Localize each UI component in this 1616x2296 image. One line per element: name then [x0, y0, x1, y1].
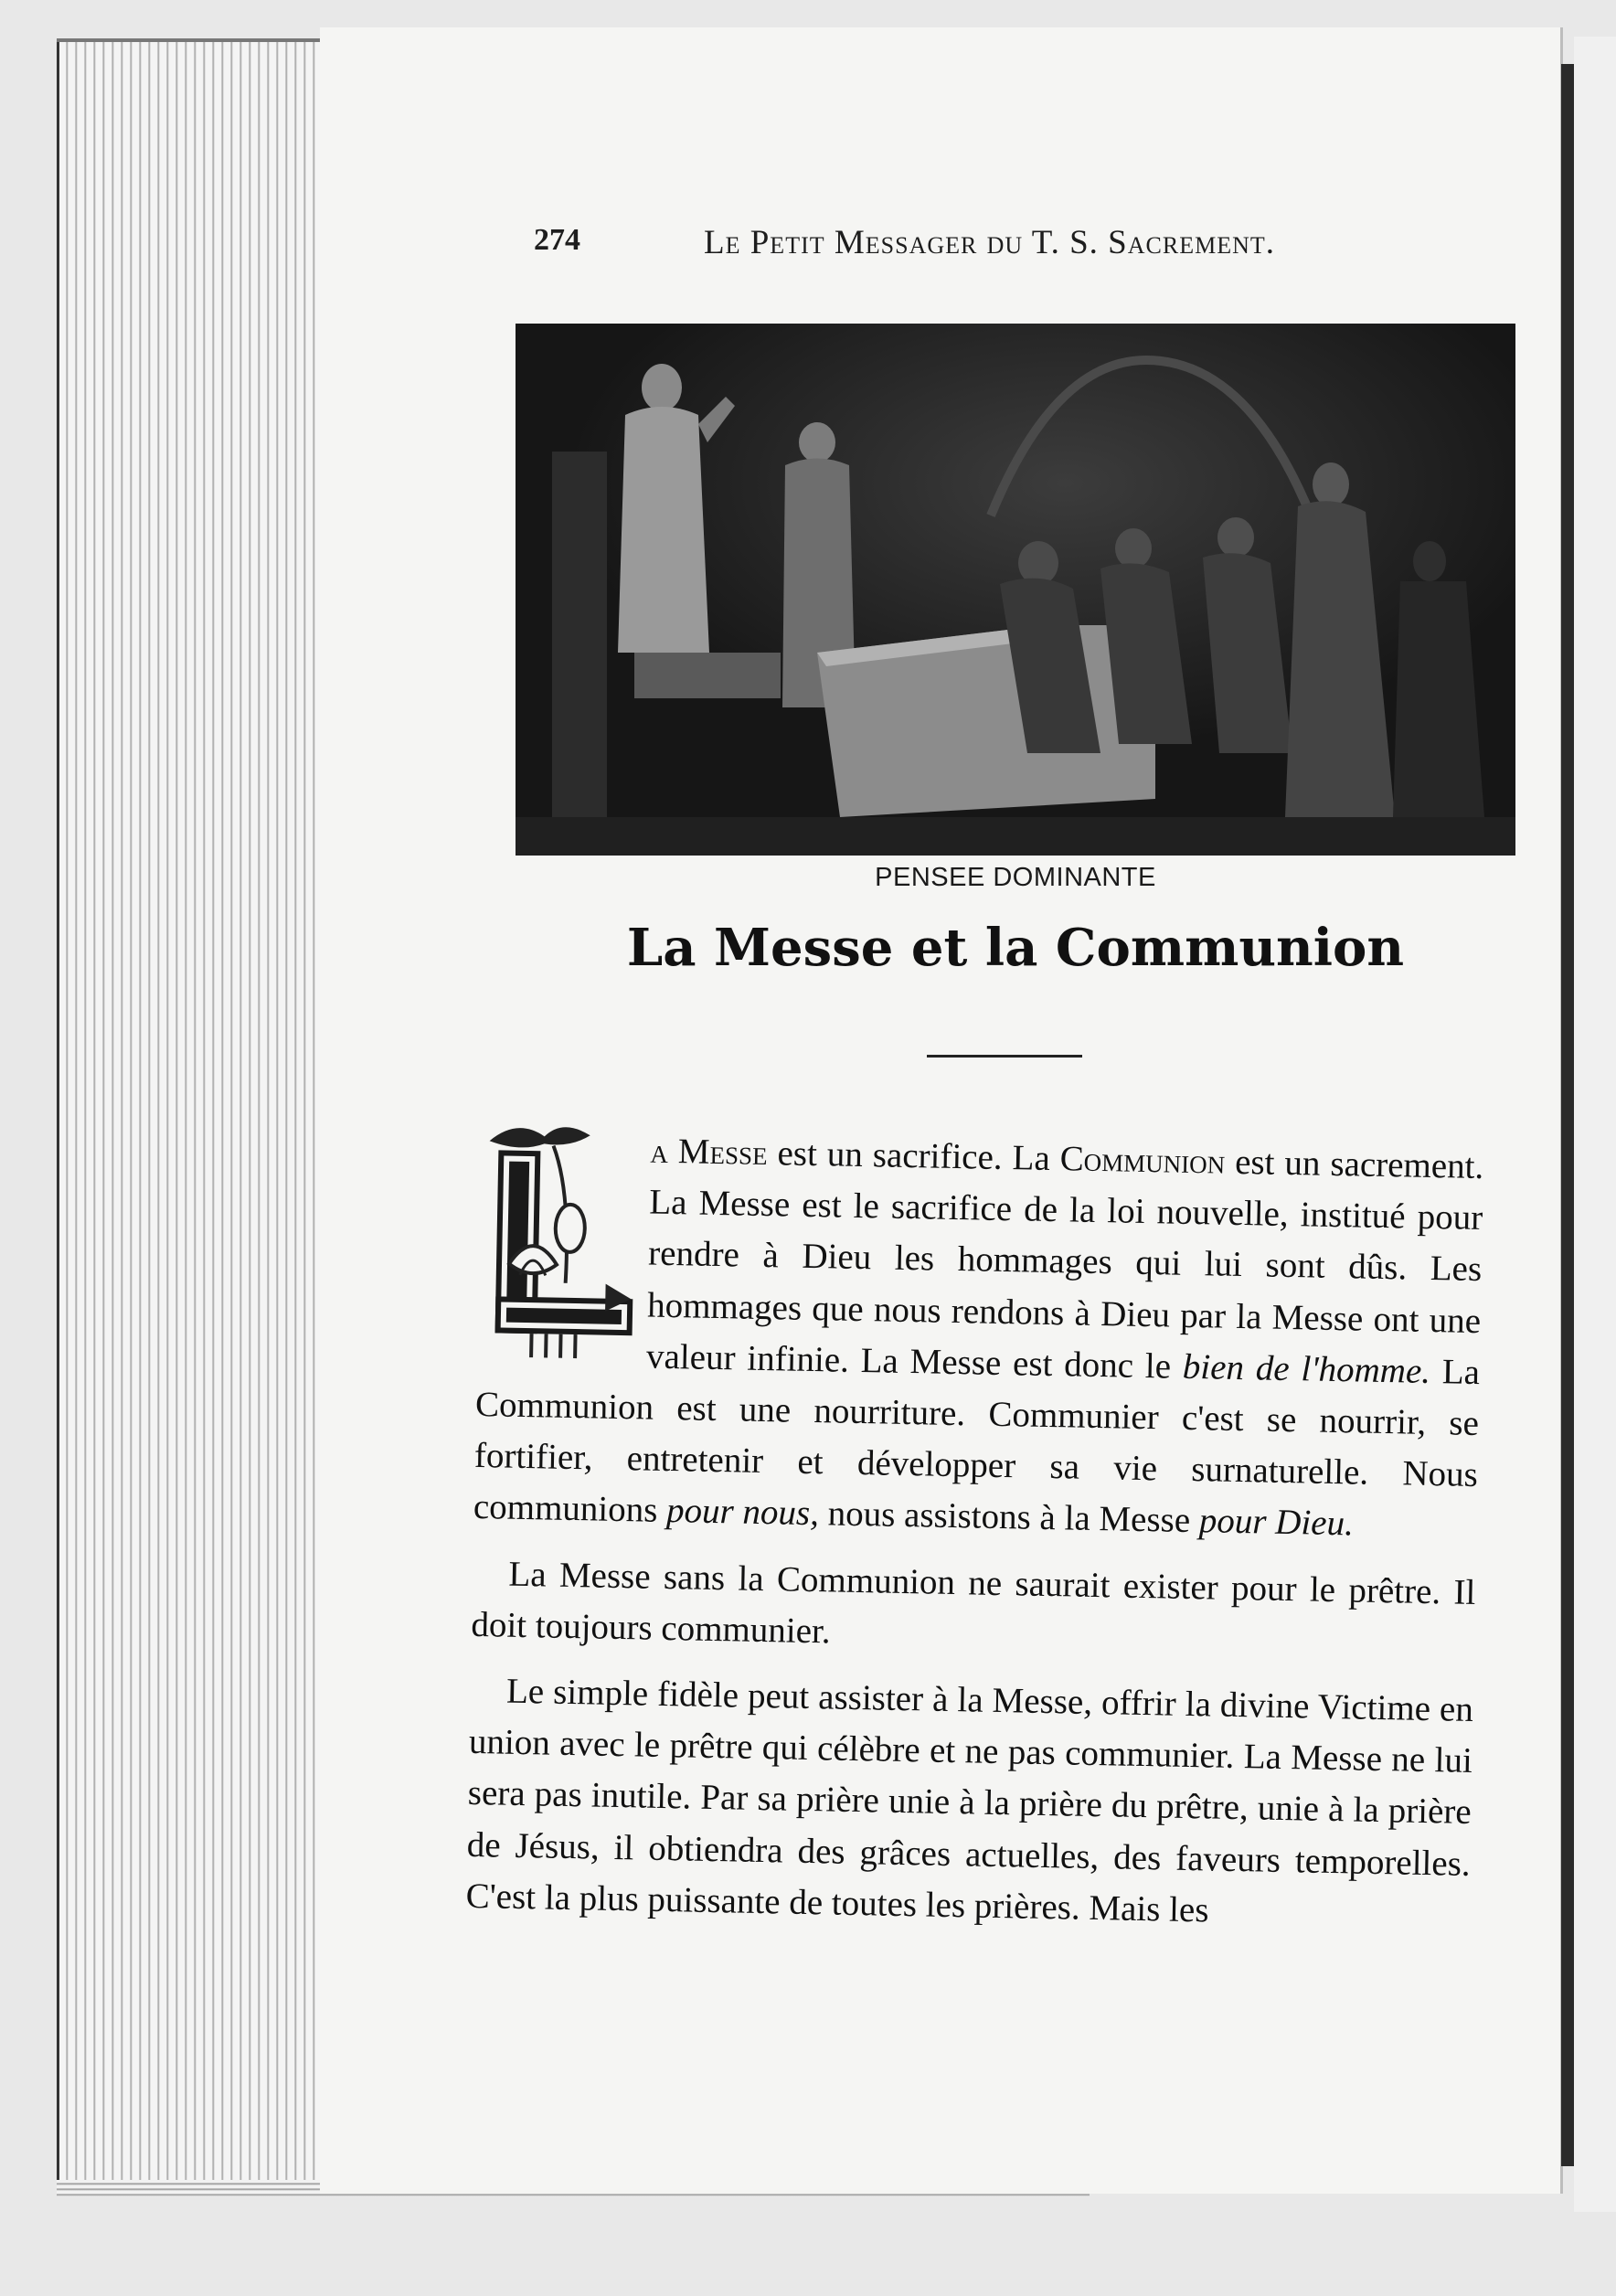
paragraph-2: La Messe sans la Communion ne saurait exister pour le prêtre. Il doit toujours communier. [471, 1554, 1476, 1652]
running-head [534, 223, 1393, 269]
article-body [465, 1122, 1484, 1956]
section-label: PENSEE DOMINANTE [875, 863, 1156, 892]
paragraph-1: a Messe est un sacrifice. La Communion est un sacrement. La Messe est le sacrifice de la loi nouvelle, institué pour rendre à Dieu les hommages qui lui sont dûs. Les hommages que nous rendons à Dieu par la Messe ont une valeur infinie. La Messe est donc le bien de l'homme. La Communion est une nourriture. Communier c'est se nourrir, se fortifier, entretenir et développer sa vie surnaturelle. Nous communions pour nous, nous assistons à la Messe pour Dieu. [473, 1122, 1483, 1553]
paragraph-1-lead: a Messe [650, 1131, 769, 1174]
altar-communion-engraving [516, 324, 1515, 856]
ornamental-initial [476, 1117, 638, 1365]
chapter-title: La Messe et la Communion [626, 918, 1405, 978]
paragraph-3: Le simple fidèle peut assister à la Messe, offrir la divine Victime en union avec le prêtre qui célèbre et ne pas communier. La Messe ne lui sera pas inutile. Par sa prière unie à la prière du prêtre, unie à la prière de Jésus, il obtiendra des grâces actuelles, des faveurs temporelles. C'est la plus puissante de toutes les prières. Mais les [465, 1671, 1474, 1930]
title-divider [927, 1055, 1082, 1058]
running-title: Le Petit Messager du T. S. Sacrement. [704, 224, 1275, 261]
facing-page-edge [1574, 37, 1616, 2212]
book-page-edges [57, 42, 334, 2190]
illustration [516, 324, 1515, 856]
communion-smallcaps: Communion [1059, 1139, 1226, 1182]
book-spine-shadow [1561, 64, 1574, 2166]
page-number: 274 [534, 223, 580, 257]
